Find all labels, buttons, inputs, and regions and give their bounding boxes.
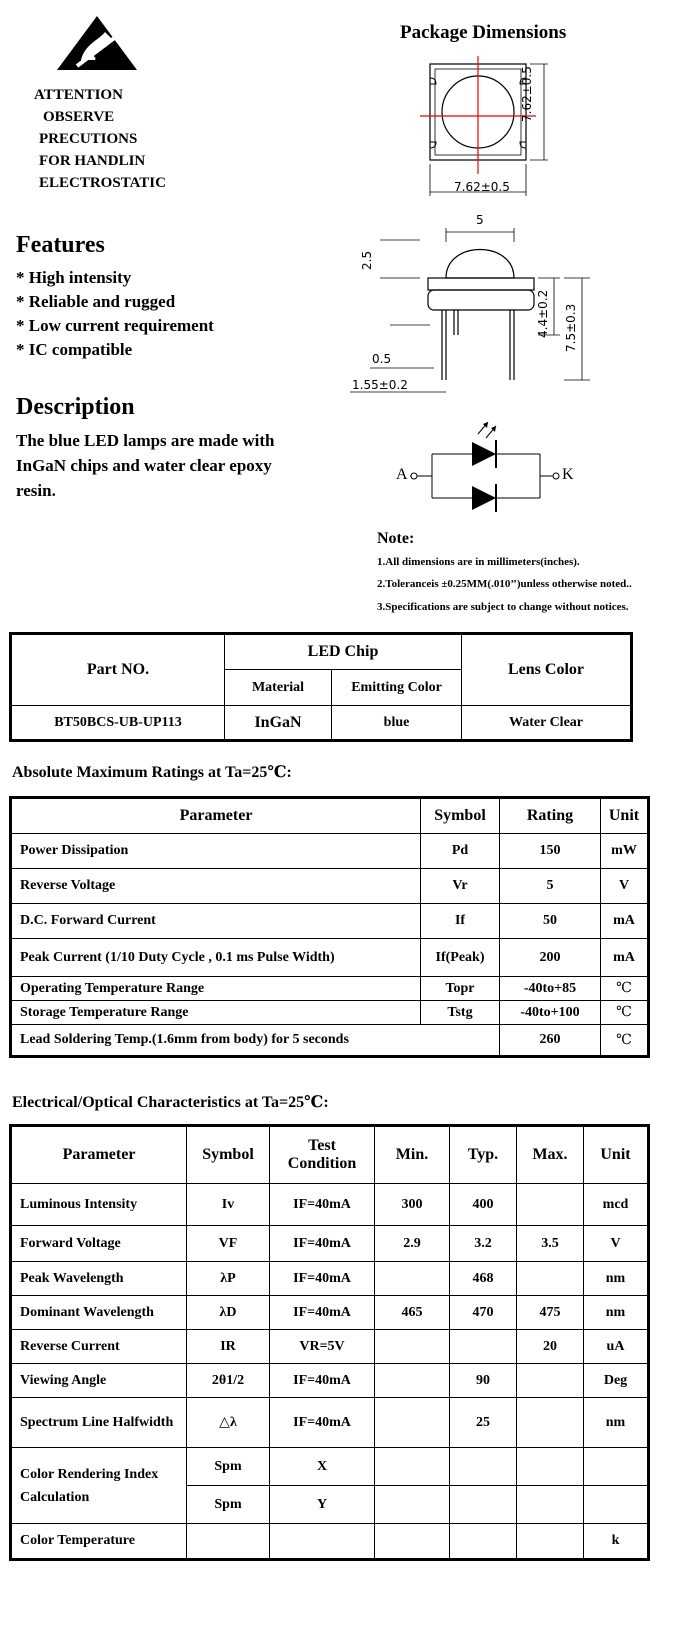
- led-chip-header: LED Chip: [225, 634, 462, 670]
- table-row: [11, 869, 649, 904]
- abs-max-title: Absolute Maximum Ratings at Ta=25℃:: [12, 764, 292, 781]
- dim-side-lead: 0.5: [372, 352, 392, 366]
- cell: Peak Wavelength: [11, 1262, 187, 1296]
- dim-side-dome: 2.5: [360, 250, 374, 270]
- cell: mA: [601, 904, 649, 939]
- cell: -40to+100: [500, 1001, 601, 1025]
- part-number: BT50BCS-UB-UP113: [11, 706, 225, 741]
- attention-line: ATTENTION: [34, 87, 123, 103]
- cell: ℃: [601, 1001, 649, 1025]
- cell: [450, 1330, 517, 1364]
- cell: IF=40mA: [270, 1398, 375, 1448]
- cell: nm: [584, 1262, 649, 1296]
- table-row: [11, 1524, 649, 1560]
- cell: uA: [584, 1330, 649, 1364]
- table-row: [11, 834, 649, 869]
- note-title: Note:: [377, 530, 415, 547]
- dim-top-width: 7.62±0.5: [454, 180, 510, 194]
- cell: Spectrum Line Halfwidth: [11, 1398, 187, 1448]
- table-row: [11, 1398, 649, 1448]
- material-value: InGaN: [225, 706, 332, 741]
- cell: [517, 1184, 584, 1226]
- cell: mA: [601, 939, 649, 977]
- cell: 200: [500, 939, 601, 977]
- table-row: [11, 939, 649, 977]
- table-row: [11, 1001, 649, 1025]
- feature-item: * IC compatible: [16, 340, 133, 359]
- lens-value: Water Clear: [462, 706, 632, 741]
- led-circuit-symbol: [390, 410, 590, 520]
- cell: mcd: [584, 1184, 649, 1226]
- cell: -40to+85: [500, 977, 601, 1001]
- cell: 260: [500, 1025, 601, 1057]
- cell: V: [584, 1226, 649, 1262]
- eo-table: [9, 1124, 650, 1561]
- note-line: 2.Toleranceis ±0.25MM(.010’’)unless otherwise noted..: [377, 578, 632, 590]
- cell: 20: [517, 1330, 584, 1364]
- unit-header: Unit: [584, 1126, 649, 1184]
- attention-line: OBSERVE: [43, 109, 115, 125]
- cell: 400: [450, 1184, 517, 1226]
- cell: Pd: [421, 834, 500, 869]
- table-row: [11, 1448, 649, 1486]
- cell: △λ: [187, 1398, 270, 1448]
- cell: IF=40mA: [270, 1296, 375, 1330]
- cell: IR: [187, 1330, 270, 1364]
- description-text: The blue LED lamps are made with InGaN chips and water clear epoxy resin.: [16, 431, 275, 500]
- cell: nm: [584, 1398, 649, 1448]
- part-header: Part NO.: [11, 634, 225, 706]
- cell: Spm: [187, 1486, 270, 1524]
- cell: VF: [187, 1226, 270, 1262]
- cell: 50: [500, 904, 601, 939]
- table-row: [11, 1296, 649, 1330]
- cell: ℃: [601, 1025, 649, 1057]
- symbol-header: Symbol: [187, 1126, 270, 1184]
- attention-block: [34, 84, 166, 194]
- cell: VR=5V: [270, 1330, 375, 1364]
- cell: 465: [375, 1296, 450, 1330]
- note-line: 3.Specifications are subject to change without notices.: [377, 601, 629, 613]
- table-row: [11, 1184, 649, 1226]
- cell: [517, 1364, 584, 1398]
- ct-unit: k: [584, 1524, 649, 1560]
- feature-item: * Reliable and rugged: [16, 292, 176, 311]
- description-title: Description: [16, 394, 135, 420]
- eo-title: Electrical/Optical Characteristics at Ta=25℃:: [12, 1094, 329, 1111]
- max-header: Max.: [517, 1126, 584, 1184]
- cell: [375, 1330, 450, 1364]
- attention-line: PRECUTIONS: [39, 131, 138, 147]
- cell: Reverse Current: [11, 1330, 187, 1364]
- anode-label: A: [396, 466, 408, 483]
- material-header: Material: [225, 670, 332, 706]
- cell: Vr: [421, 869, 500, 904]
- cell: nm: [584, 1296, 649, 1330]
- cell: Luminous Intensity: [11, 1184, 187, 1226]
- attention-line: FOR HANDLIN: [39, 153, 146, 169]
- dim-side-pitch: 1.55±0.2: [352, 378, 408, 392]
- cell: Iv: [187, 1184, 270, 1226]
- emitting-value: blue: [332, 706, 462, 741]
- cell: mW: [601, 834, 649, 869]
- cell: 475: [517, 1296, 584, 1330]
- dim-top-height: 7.62±0.5: [520, 66, 534, 122]
- cell: IF=40mA: [270, 1184, 375, 1226]
- dim-side-total: 7.5±0.3: [564, 303, 578, 352]
- cell: D.C. Forward Current: [11, 904, 421, 939]
- cell: λD: [187, 1296, 270, 1330]
- table-row: [11, 1330, 649, 1364]
- cell: [375, 1364, 450, 1398]
- cell: 90: [450, 1364, 517, 1398]
- cell: 468: [450, 1262, 517, 1296]
- cell: Tstg: [421, 1001, 500, 1025]
- cell: Peak Current (1/10 Duty Cycle , 0.1 ms Pulse Width): [11, 939, 421, 977]
- cell: λP: [187, 1262, 270, 1296]
- cell: If(Peak): [421, 939, 500, 977]
- cell: 300: [375, 1184, 450, 1226]
- cell: IF=40mA: [270, 1226, 375, 1262]
- cell: 2.9: [375, 1226, 450, 1262]
- cell: [517, 1262, 584, 1296]
- table-row: [11, 1262, 649, 1296]
- table-row: [11, 904, 649, 939]
- features-title: Features: [16, 232, 105, 258]
- cell: 3.2: [450, 1226, 517, 1262]
- cell: 150: [500, 834, 601, 869]
- cell: IF=40mA: [270, 1262, 375, 1296]
- esd-warning-logo: [55, 14, 139, 72]
- cell: [375, 1262, 450, 1296]
- cathode-label: K: [562, 466, 574, 483]
- feature-item: * Low current requirement: [16, 316, 214, 335]
- cell: Topr: [421, 977, 500, 1001]
- cell: [517, 1398, 584, 1448]
- typ-header: Typ.: [450, 1126, 517, 1184]
- cell: 2θ1/2: [187, 1364, 270, 1398]
- dim-side-width: 5: [476, 213, 484, 227]
- cell: 5: [500, 869, 601, 904]
- cell: Lead Soldering Temp.(1.6mm from body) for 5 seconds: [11, 1025, 500, 1057]
- table-row: [11, 1364, 649, 1398]
- cell: 470: [450, 1296, 517, 1330]
- table-row: [11, 1025, 649, 1057]
- cell: Power Dissipation: [11, 834, 421, 869]
- dim-side-body: 4.4±0.2: [536, 289, 550, 338]
- table-row: [11, 977, 649, 1001]
- cell: Spm: [187, 1448, 270, 1486]
- unit-header: Unit: [601, 798, 649, 834]
- feature-item: * High intensity: [16, 268, 132, 287]
- condition-header: Test Condition: [270, 1126, 375, 1184]
- cell: [375, 1398, 450, 1448]
- ct-label: Color Temperature: [11, 1524, 187, 1560]
- part-table: [9, 632, 633, 742]
- cell: X: [270, 1448, 375, 1486]
- cell: V: [601, 869, 649, 904]
- cell: Forward Voltage: [11, 1226, 187, 1262]
- rating-header: Rating: [500, 798, 601, 834]
- param-header: Parameter: [11, 798, 421, 834]
- note-line: 1.All dimensions are in millimeters(inches).: [377, 556, 580, 568]
- cri-label: Color Rendering Index Calculation: [11, 1448, 187, 1524]
- table-row: [11, 1226, 649, 1262]
- cell: Reverse Voltage: [11, 869, 421, 904]
- min-header: Min.: [375, 1126, 450, 1184]
- abs-max-table: [9, 796, 650, 1058]
- cell: Viewing Angle: [11, 1364, 187, 1398]
- package-side-view: [350, 220, 590, 400]
- cell: ℃: [601, 977, 649, 1001]
- features-list: [16, 266, 214, 362]
- cell: Dominant Wavelength: [11, 1296, 187, 1330]
- emitting-color-header: Emitting Color: [332, 670, 462, 706]
- cell: Y: [270, 1486, 375, 1524]
- cell: If: [421, 904, 500, 939]
- param-header: Parameter: [11, 1126, 187, 1184]
- cell: 25: [450, 1398, 517, 1448]
- cell: IF=40mA: [270, 1364, 375, 1398]
- package-title: Package Dimensions: [400, 22, 567, 43]
- symbol-header: Symbol: [421, 798, 500, 834]
- attention-line: ELECTROSTATIC: [39, 175, 166, 191]
- cell: Operating Temperature Range: [11, 977, 421, 1001]
- cell: Storage Temperature Range: [11, 1001, 421, 1025]
- cell: Deg: [584, 1364, 649, 1398]
- cell: 3.5: [517, 1226, 584, 1262]
- lens-color-header: Lens Color: [462, 634, 632, 706]
